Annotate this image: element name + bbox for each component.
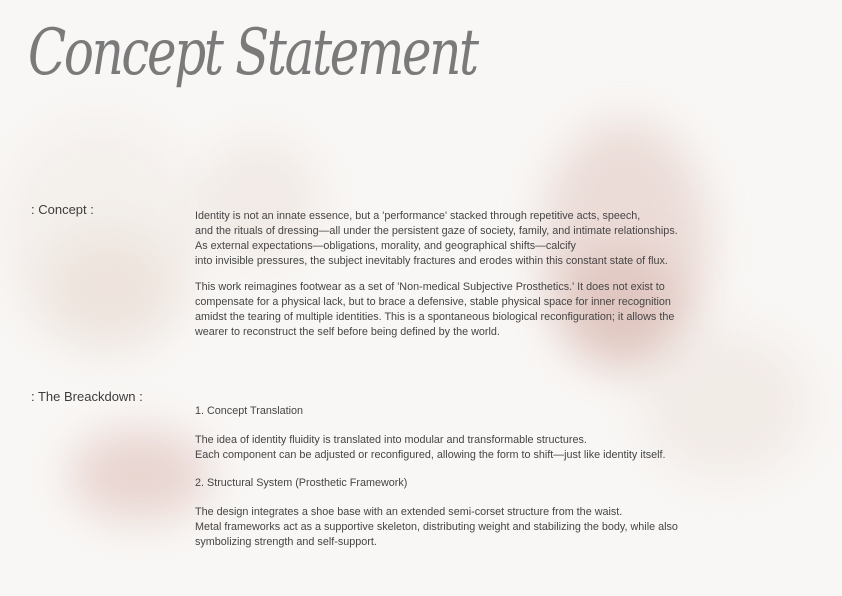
text-line: amidst the tearing of multiple identities. This is a spontaneous biological reconfiguration; it allows the <box>195 311 675 323</box>
text-line: This work reimagines footwear as a set of 'Non-medical Subjective Prosthetics.' It does not exist to <box>195 281 665 293</box>
breakdown-heading-1 <box>195 404 795 419</box>
text-line: Metal frameworks act as a supportive skeleton, distributing weight and stabilizing the body, while also <box>195 521 678 533</box>
text-line: compensate for a physical lack, but to brace a defensive, stable physical space for inner recognition <box>195 296 671 308</box>
breakdown-label: : The Breackdown : <box>31 389 143 404</box>
text-line: wearer to reconstruct the self before being defined by the world. <box>195 326 500 338</box>
concept-label: : Concept : <box>31 202 94 217</box>
text-line: symbolizing strength and self-support. <box>195 536 377 548</box>
breakdown-text-2 <box>195 505 795 550</box>
text-line: into invisible pressures, the subject inevitably fractures and erodes within this constant state of flux. <box>195 255 668 267</box>
breakdown-heading: 1. Concept Translation <box>195 405 304 417</box>
text-line: The idea of identity fluidity is translated into modular and transformable structures. <box>195 434 587 446</box>
concept-paragraph-2 <box>195 280 795 340</box>
text-line: The design integrates a shoe base with an extended semi-corset structure from the waist. <box>195 506 623 518</box>
text-line: Identity is not an innate essence, but a 'performance' stacked through repetitive acts, speech, <box>195 210 641 222</box>
text-line: and the rituals of dressing—all under the persistent gaze of society, family, and intimate relationships. <box>195 225 678 237</box>
concept-paragraph-1 <box>195 209 795 269</box>
breakdown-text-1 <box>195 433 795 463</box>
breakdown-heading-2 <box>195 476 795 491</box>
breakdown-heading: 2. Structural System (Prosthetic Framework) <box>195 477 408 489</box>
page-title: Concept Statement <box>28 16 477 90</box>
text-line: As external expectations—obligations, morality, and geographical shifts—calcify <box>195 240 576 252</box>
text-line: Each component can be adjusted or reconfigured, allowing the form to shift—just like identity itself. <box>195 449 666 461</box>
